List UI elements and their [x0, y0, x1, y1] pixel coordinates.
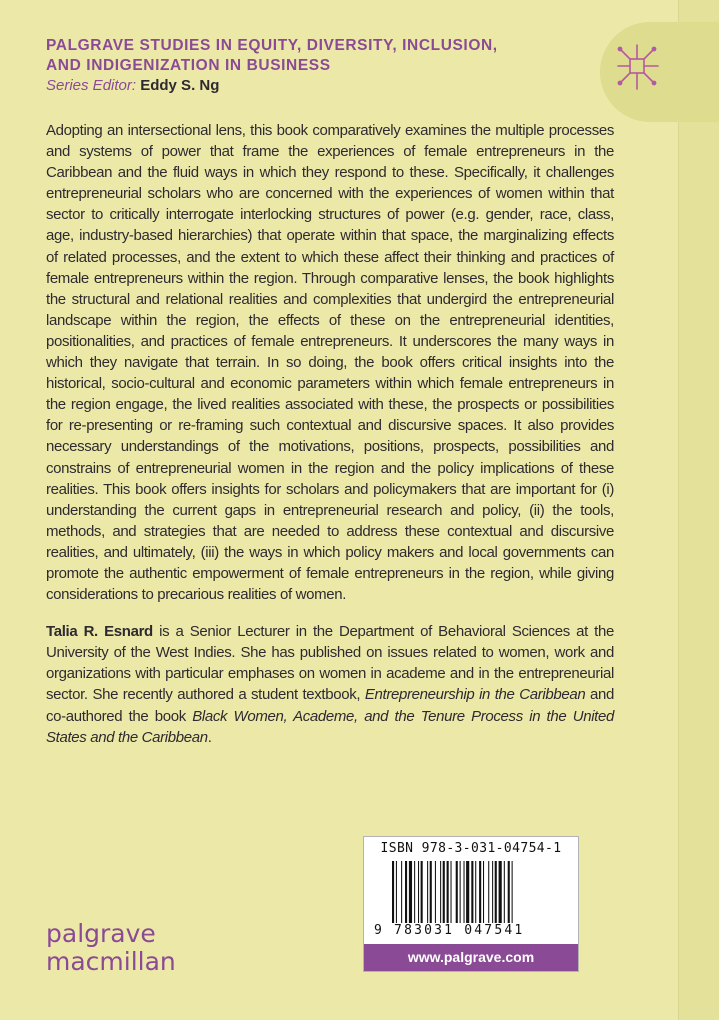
isbn-label: ISBN 978-3-031-04754-1 [380, 841, 562, 856]
book-description: Adopting an intersectional lens, this book comparatively examines the multiple processes and systems of power that frame the experiences of female entrepreneurs in the Caribbean and the fluid ways in which they respond to these. Specifically, it challenges entrepreneurial scholars who are concerned with the experiences of women within that sector to critically interrogate interlocking structures of power (e.g. gender, race, class, age, industry-based hierarchies) that operate within that space, the marginalizing effects of related processes, and the extent to which these affect their thinking and practices of female entrepreneurs within the region. Through comparative lenses, the book highlights the structural and relational realities and complexities that undergird the entrepreneurial landscape within the region, the effects of these on the entrepreneurial identities, positionalities, and practices of female entrepreneurs. It underscores the many ways in which they navigate that terrain. In so doing, the book offers critical insights into the historical, socio-cultural and economic parameters within which female entrepreneurs in the region engage, the lived realities associated with these, the prospects or possibilities for re-presenting or re-framing such contextual and discursive spaces. It also provides necessary understandings of the motivations, positions, prospects, possibilities and constrains of entrepreneurial women in the region and the policy implications of these realities. This book offers insights for scholars and policymakers that are important for (i) understanding the current gaps in entrepreneurial research and policy, (ii) the tools, methods, and strategies that are needed to address these contextual and discursive realities, and ultimately, (iii) the ways in which policy makers and local governments can promote the authentic empowerment of female entrepreneurs in the region, while giving considerations to precarious realities of women. [46, 122, 614, 604]
series-editor [46, 76, 219, 96]
publisher-logo-line-2: macmillan [46, 947, 176, 976]
isbn-barcode-box [363, 836, 579, 972]
series-badge [600, 22, 719, 122]
barcode-digits: 9 783031 047541 [374, 923, 525, 938]
series-emblem-icon [616, 42, 660, 92]
author-book-title-1: Entrepreneurship in the Caribbean [364, 686, 586, 704]
series-title-line-2: AND INDIGENIZATION IN BUSINESS [46, 57, 331, 74]
author-bio-text-1: is a Senior Lecturer in the Department of Behavioral Sciences at the University of the West Indies. She has published on issues related to women, work and organizations with particular emphases on women in academe and in the entrepreneurial sector. She recently authored a student textbook, [46, 623, 614, 704]
author-name: Talia R. Esnard [46, 623, 153, 641]
author-bio-text-2: and co-authored the book [46, 686, 614, 725]
series-editor-name: Eddy S. Ng [140, 77, 220, 94]
publisher-logo [46, 920, 176, 976]
author-bio-text-3: . [207, 728, 212, 746]
series-title [46, 36, 566, 76]
series-editor-label: Series Editor: [46, 77, 137, 94]
series-title-line-1: PALGRAVE STUDIES IN EQUITY, DIVERSITY, INCLUSION, [46, 37, 498, 54]
author-bio [46, 621, 614, 748]
book-spine [678, 0, 719, 1020]
back-cover-text [46, 120, 614, 764]
publisher-url: www.palgrave.com [364, 944, 578, 971]
publisher-logo-line-1: palgrave [46, 919, 156, 948]
author-book-title-2: Black Women, Academe, and the Tenure Process in the United States and the Caribbean [46, 707, 614, 746]
barcode-graphic [392, 861, 552, 927]
